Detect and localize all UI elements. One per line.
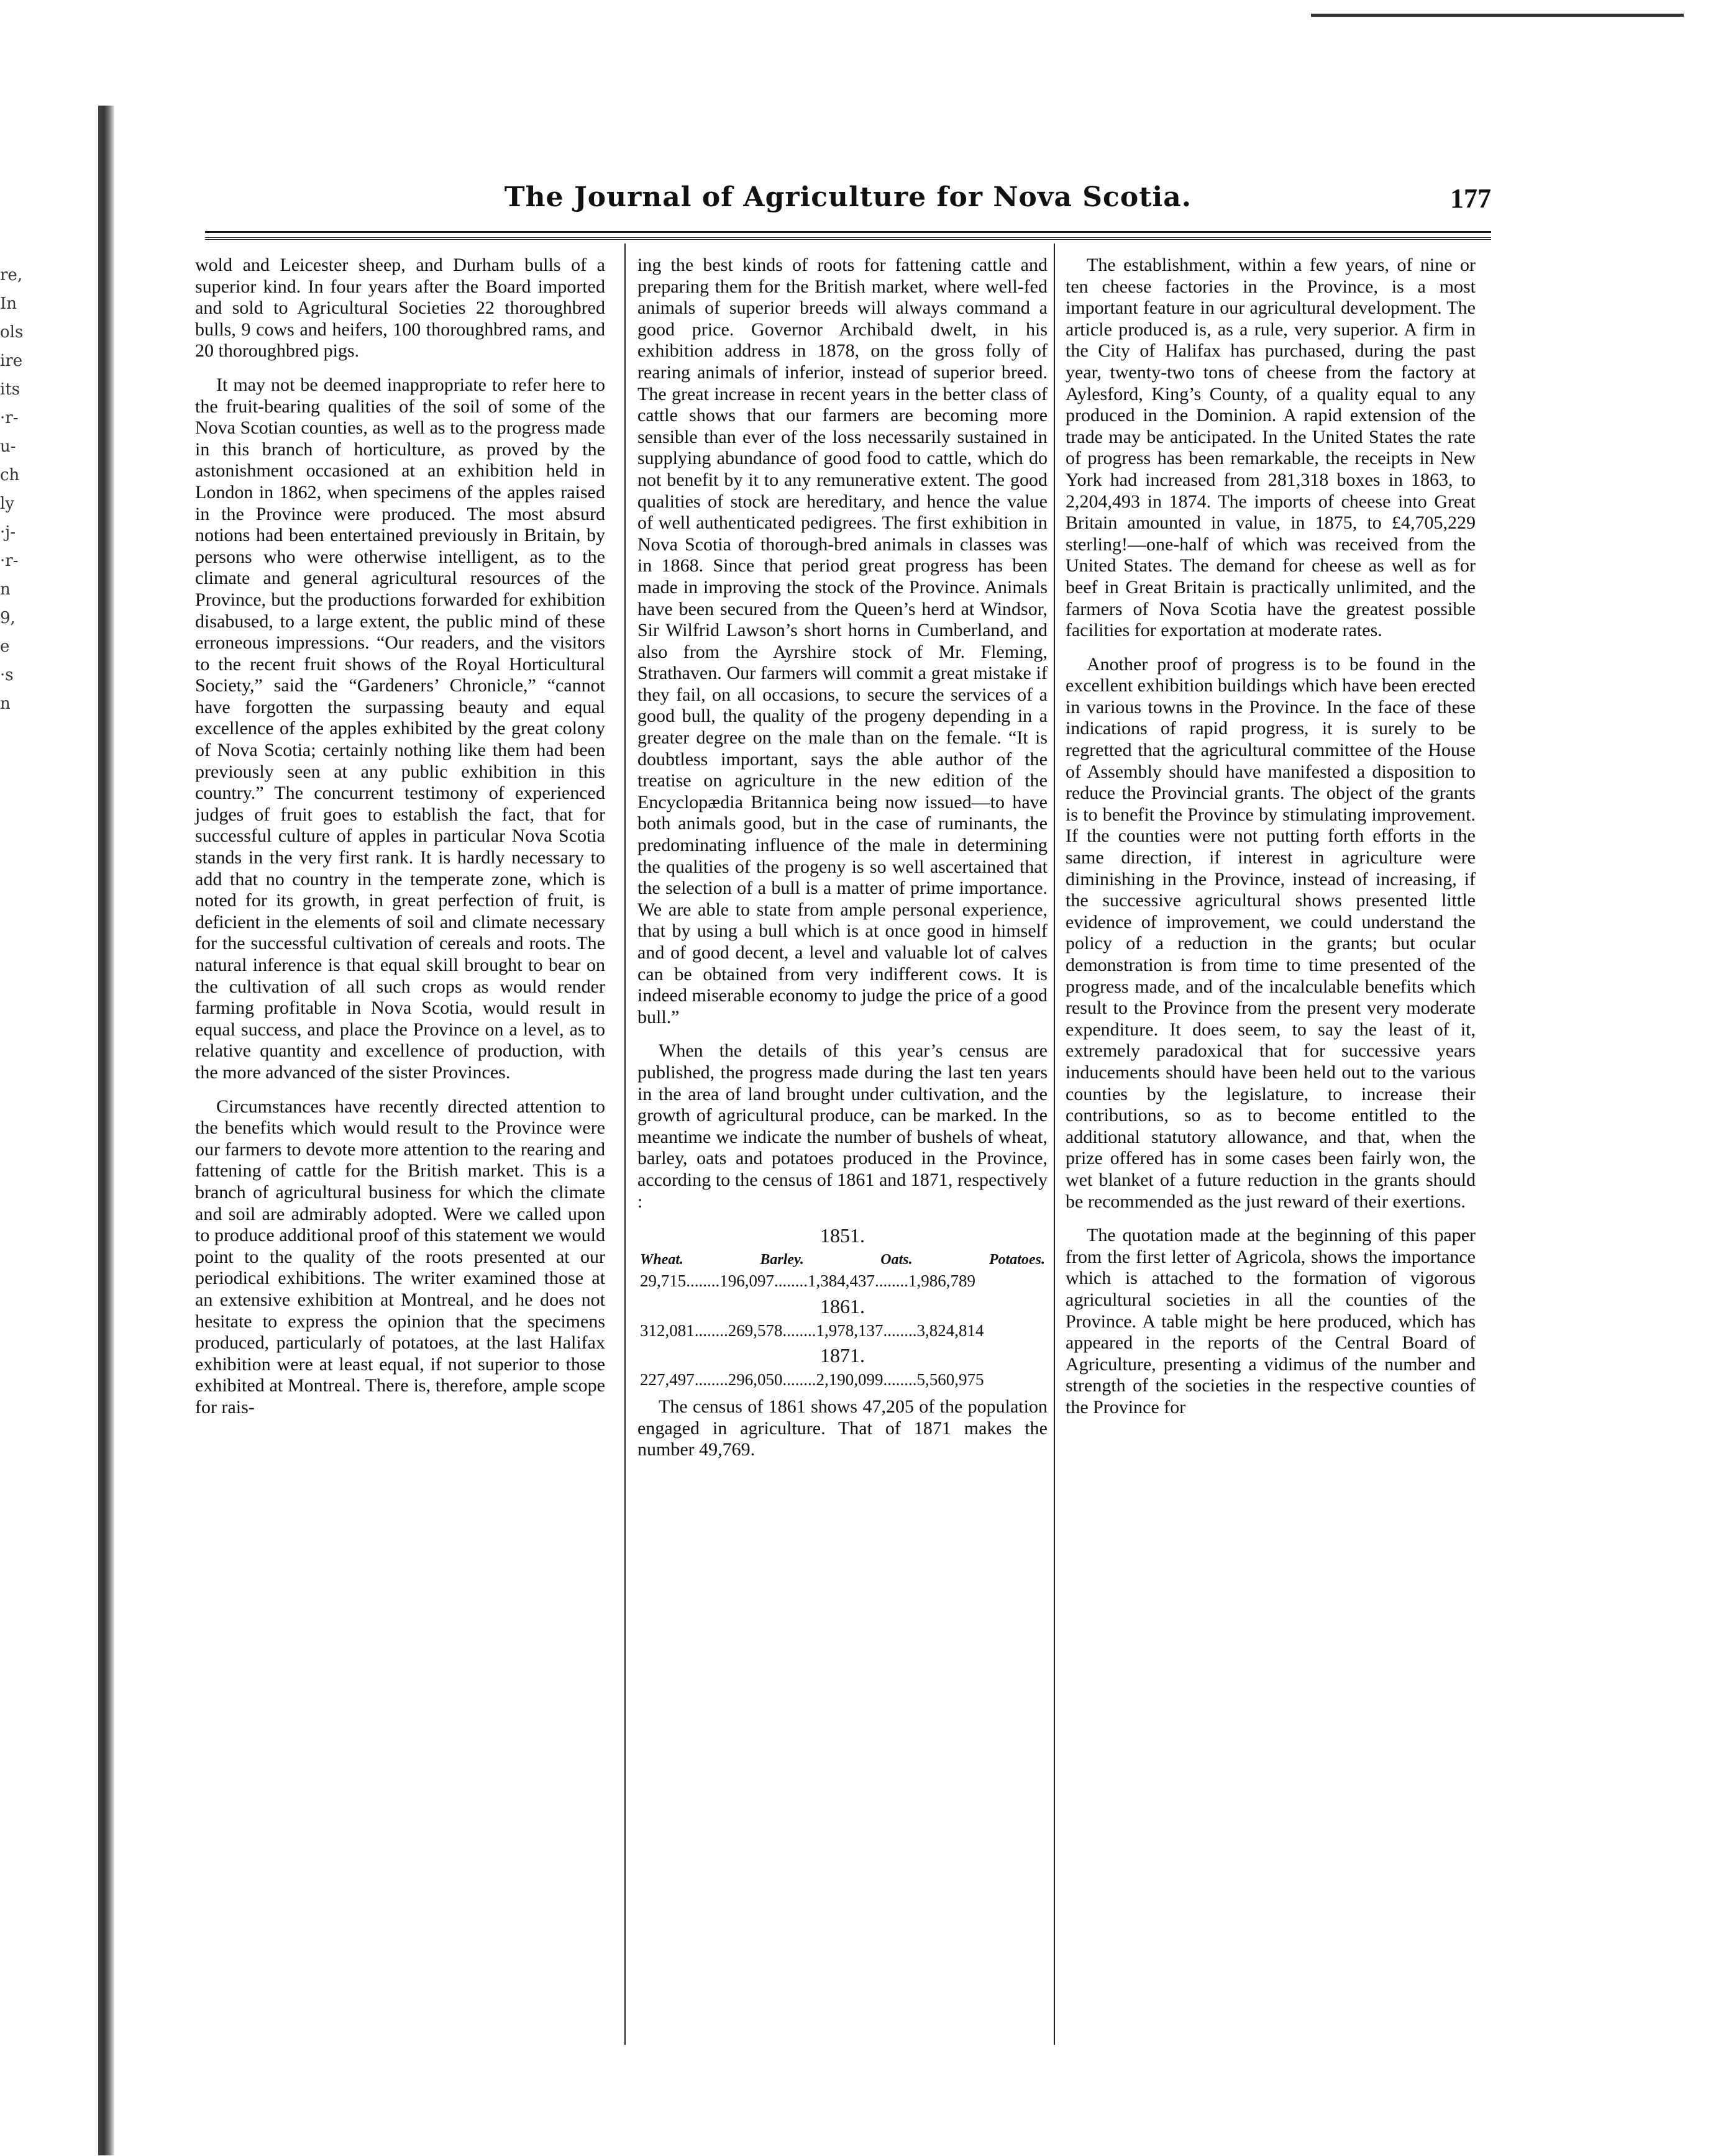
margin-fragments: re, In ols ire its ·r- u- ch ly ·j- ·r- n 9, e ·s n xyxy=(0,266,24,713)
census-year: 1871. xyxy=(820,1344,865,1367)
header-oats: Oats. xyxy=(880,1251,913,1268)
paragraph: ing the best kinds of roots for fattening cattle and preparing them for the British market, where well-fed animals of superior breeds will always command a good price. Governor Archibald dwelt, in his exhibition address in 1878, on the gross folly of rearing animals of inferior, instead of superior breed. The great increase in recent years in the better class of cattle shows that our farmers are becoming more sensible than ever of the loss necessarily sustained in supplying abundance of good food to cattle, which do not benefit by it to any remunerative extent. The good qualities of stock are hereditary, and hence the value of well authenticated pedigrees. The first exhibition in Nova Scotia of thorough-bred animals in classes was in 1868. Since that period great progress has been made in improving the stock of the Province. Animals have been secured from the Queen’s herd at Windsor, Sir Wilfrid Lawson’s short horns in Cumberland, and also from the Ayrshire stock of Mr. Fleming, Strathaven. Our farmers will commit a great mistake if they fail, on all occasions, to secure the services of a good bull, the quality of the progeny depending in a greater degree on the male than on the female. “It is doubtless important, says the able author of the treatise on agriculture in the new edition of the Encyclopædia Britannica being now issued—to have both animals good, but in the case of ruminants, the predominating influence of the male in determining the qualities of the progeny is so well ascertained that the selection of a bull is a matter of prime importance. We are able to state from ample personal experience, that by using a bull which is at once good in himself and of good decent, a level and valuable lot of calves can be obtained from very indifferent cows. It is indeed miserable economy to judge the price of a good bull.” xyxy=(637,255,1048,1027)
column-right xyxy=(1066,255,1476,1431)
column-middle xyxy=(637,255,1048,1473)
header-wheat: Wheat. xyxy=(640,1251,684,1268)
scan-binding-edge xyxy=(98,106,114,2155)
column-left xyxy=(195,255,605,1431)
running-header xyxy=(205,181,1491,231)
paragraph: The census of 1861 shows 47,205 of the population engaged in agriculture. That of 1871 makes the number 49,769. xyxy=(637,1396,1048,1460)
census-table xyxy=(637,1225,1048,1390)
paragraph: The quotation made at the beginning of this paper from the first letter of Agricola, shows the importance which is attached to the formation of vigorous agricultural societies in all the counties of the Province. A table might be here produced, which has appeared in the reports of the Central Board of Agriculture, presenting a vidimus of the number and strength of the societies in the respective counties of the Province for xyxy=(1066,1225,1476,1417)
census-year: 1861. xyxy=(820,1294,865,1317)
header-barley: Barley. xyxy=(760,1251,804,1268)
paragraph: When the details of this year’s census are published, the progress made during the last ten years in the area of land brought under cultivation, and the growth of agricultural produce, can be marked. In the meantime we indicate the number of bushels of wheat, barley, oats and potatoes produced in the Province, according to the census of 1861 and 1871, respectively : xyxy=(637,1040,1048,1212)
paragraph: The establishment, within a few years, of nine or ten cheese factories in the Province, is a most important feature in our agricultural development. The article produced is, as a rule, very superior. A firm in the City of Halifax has purchased, during the past year, twenty-two tons of cheese from the factory at Aylesford, King’s County, of a quality equal to any produced in the Dominion. A rapid extension of the trade may be anticipated. In the United States the rate of progress has been remarkable, the receipts in New York had increased from 281,318 boxes in 1863, to 2,204,493 in 1874. The imports of cheese into Great Britain amounted in value, in 1875, to £4,705,229 sterling!—one-half of which was received from the United States. The demand for cheese as well as for beef in Great Britain is practically unlimited, and the farmers of Nova Scotia have the greatest possible facilities for exportation at moderate rates. xyxy=(1066,255,1476,641)
paragraph: It may not be deemed inappropriate to refer here to the fruit-bearing qualities of the soil of some of the Nova Scotian counties, as well as to the progress made in this branch of horticulture, as proved by the astonishment occasioned at an exhibition held in London in 1862, when specimens of the apples raised in the Province were produced. The most absurd notions had been entertained previously in Britain, by persons who were otherwise intelligent, as to the climate and general agricultural resources of the Province, but the productions forwarded for exhibition disabused, to a large extent, the public mind of these erroneous impressions. “Our readers, and the visitors to the recent fruit shows of the Royal Horticultural Society,” said the “Gardeners’ Chronicle,” “cannot have forgotten the surpassing beauty and equal excellence of the apples exhibited by the great colony of Nova Scotia; certainly nothing like them had been previously seen at any public exhibition in this country.” The concurrent testimony of experienced judges of fruit goes to establish the fact, that for successful culture of apples in particular Nova Scotia stands in the very first rank. It is hardly necessary to add that no country in the temperate zone, which is noted for its growth, in great perfection of fruit, is deficient in the elements of soil and climate necessary for the successful cultivation of cereals and roots. The natural inference is that equal skill brought to bear on the cultivation of all such crops as would render farming profitable in Nova Scotia, would result in equal success, and place the Province on a level, as to relative quantity and excellence of production, with the more advanced of the sister Provinces. xyxy=(195,374,605,1083)
scan-top-rule xyxy=(1311,14,1684,17)
header-rule xyxy=(205,231,1491,233)
column-divider xyxy=(1054,243,1055,2045)
census-row: 227,497........296,050........2,190,099........5,560,975 xyxy=(640,1370,984,1389)
journal-title: The Journal of Agriculture for Nova Scotia. xyxy=(504,181,1192,213)
header-double-rule xyxy=(205,237,1491,242)
census-headers xyxy=(637,1249,1048,1271)
paragraph: Another proof of progress is to be found in the excellent exhibition buildings which have been erected in various towns in the Province. In the face of these indications of rapid progress, it is surely to be regretted that the agricultural committee of the House of Assembly should have manifested a disposition to reduce the Provincial grants. The object of the grants is to benefit the Province by stimulating improvement. If the counties were not putting forth efforts in the same direction, if interest in agriculture were diminishing in the Province, instead of increasing, if the successive agricultural shows presented little evidence of improvement, we could understand the policy of a reduction in the grants; but ocular demonstration is from time to time presented of the progress made, and of the incalculable benefits which result to the Province from the present very moderate expenditure. It does seem, to say the least of it, extremely paradoxical that for successive years inducements should have been held out to the various counties by the legislature, to increase their contributions, so as to become entitled to the additional statutory allowance, and that, when the prize offered has in some cases been fairly won, the wet blanket of a future reduction in the grants should be recommended as the just reward of their exertions. xyxy=(1066,653,1476,1212)
census-year: 1851. xyxy=(820,1224,865,1247)
paragraph: wold and Leicester sheep, and Durham bulls of a superior kind. In four years after the Board imported and sold to Agricultural Societies 22 thoroughbred bulls, 9 cows and heifers, 100 thoroughbred rams, and 20 thoroughbred pigs. xyxy=(195,255,605,362)
paragraph: Circumstances have recently directed attention to the benefits which would result to the Province were our farmers to devote more attention to the rearing and fattening of cattle for the British market. This is a branch of agricultural business for which the climate and soil are admirably adopted. Were we called upon to produce additional proof of this statement we would point to the quality of the roots presented at our periodical exhibitions. The writer examined those at an extensive exhibition at Montreal, and he does not hesitate to express the opinion that the specimens produced, particularly of potatoes, at the last Halifax exhibition were at least equal, if not superior to those exhibited at Montreal. There is, therefore, ample scope for rais- xyxy=(195,1096,605,1417)
page-number: 177 xyxy=(1450,183,1491,214)
column-divider xyxy=(624,243,626,2045)
header-potatoes: Potatoes. xyxy=(988,1251,1045,1268)
census-row: 312,081........269,578........1,978,137........3,824,814 xyxy=(640,1321,984,1340)
census-row: 29,715........196,097........1,384,437........1,986,789 xyxy=(640,1271,975,1291)
